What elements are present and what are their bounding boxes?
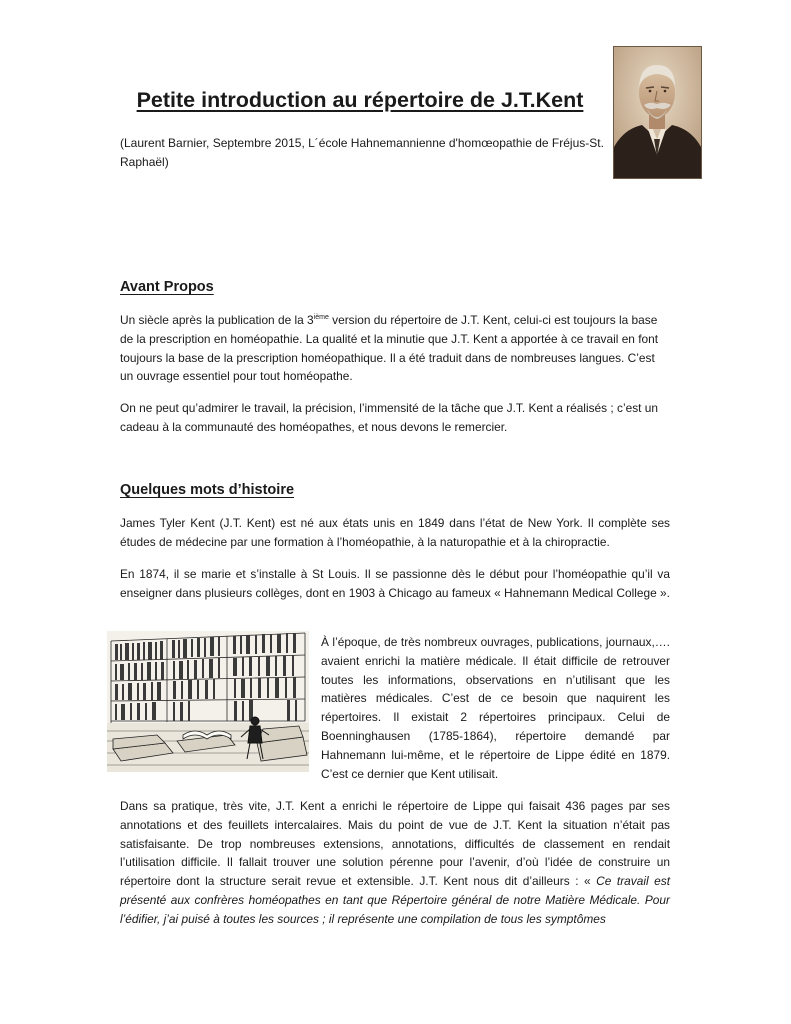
section-heading-histoire: Quelques mots d’histoire xyxy=(120,482,295,498)
author-line: (Laurent Barnier, Septembre 2015, L´école Hahnemannienne d'homœopathie de Fréjus-St. Raphaël) xyxy=(120,136,604,169)
paragraph xyxy=(120,797,670,929)
paragraph xyxy=(120,311,670,386)
paragraph-text: version du répertoire de J.T. Kent, celui-ci est toujours la base de la prescription en homéopathie. La qualité et la minutie que J.T. Kent a apportée à ce travail en font toujours la base de la prescription homéopathique. Il a été traduit dans de nombreuses langues. C’est un ouvrage essentiel pour tout homéopathe. xyxy=(120,313,659,384)
quote-text: Ce travail est présenté aux confrères homéopathes en tant que Répertoire général de notre Matière Médicale. Pour l’édifier, j’ai puisé à toutes les sources ; il représente une compilation de tous les symptômes xyxy=(120,874,671,926)
paragraph: James Tyler Kent (J.T. Kent) est né aux états unis en 1849 dans l’état de New York. Il complète ses études de médecine par une formation à l’homéopathie, à la naturopathie et à la chiropractie. xyxy=(120,516,670,549)
portrait-photo-icon xyxy=(613,46,702,179)
paragraph: En 1874, il se marie et s’installe à St Louis. Il se passionne dès le début pour l’homéopathie qu’il va enseigner dans plusieurs collèges, dont en 1903 à Chicago au fameux « Hahnemann Medical College ». xyxy=(120,567,670,600)
paragraph-text: Un siècle après la publication de la 3 xyxy=(120,313,314,327)
page-title: Petite introduction au répertoire de J.T.Kent xyxy=(136,88,584,112)
superscript: ième xyxy=(313,314,329,322)
library-engraving-icon xyxy=(107,631,309,772)
section-heading-avant-propos: Avant Propos xyxy=(120,279,214,295)
paragraph: On ne peut qu’admirer le travail, la précision, l’immensité de la tâche que J.T. Kent a réalisés ; c’est un cadeau à la communauté des homéopathes, et nous devons le remercier. xyxy=(120,401,658,434)
paragraph-text: Dans sa pratique, très vite, J.T. Kent a enrichi le répertoire de Lippe qui faisait 436 pages par ses annotations et des feuillets intercalaires. Mais du point de vue de J.T. Kent la situation n’était pas satisfaisante. De trop nombreuses extensions, annotations, difficultés de classement en rendait l’utilisation difficile. Il fallait trouver une solution pérenne pour l’avenir, d’où l’idée de construire un répertoire dont la structure serait revue et extensible. J.T. Kent nous dit d’ailleurs : « xyxy=(120,799,670,889)
paragraph: À l’époque, de très nombreux ouvrages, publications, journaux,…. avaient enrichi la matière médicale. Il était difficile de retrouver toutes les informations, observations en n’utilisant que les matières médicales. C’est de ce besoin que naquirent les répertoires. Il existait 2 répertoires principaux. Celui de Boenninghausen (1785-1864), répertoire demandé par Hahnemann lui-même, et le répertoire de Lippe édité en 1879. C’est ce dernier que Kent utilisait. xyxy=(321,635,670,781)
